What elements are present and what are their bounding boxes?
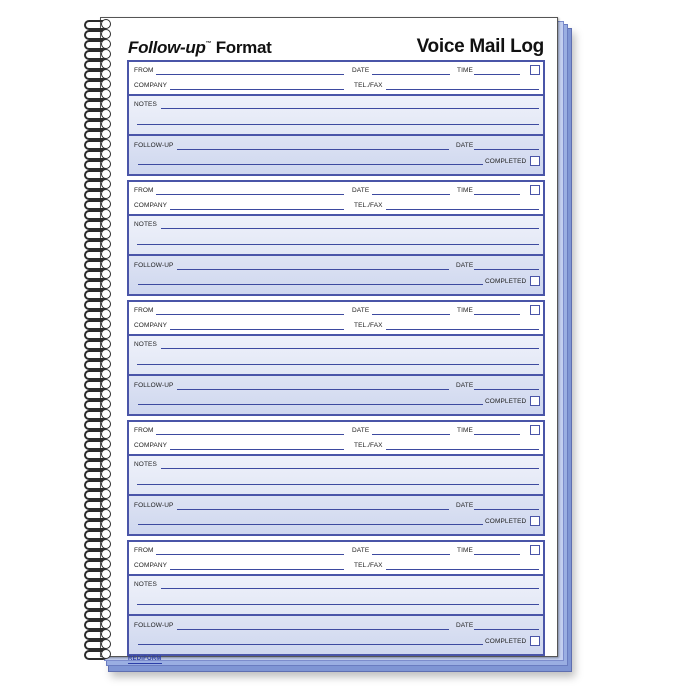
time-label: TIME <box>457 187 473 194</box>
spiral-coil <box>84 438 112 448</box>
title-format: Format <box>211 38 272 57</box>
company-label: COMPANY <box>134 202 168 209</box>
brand-logo: REDIFORM <box>128 656 162 662</box>
spiral-coil <box>84 638 112 648</box>
notes-field-line2[interactable] <box>137 364 539 365</box>
followup-field-line2[interactable] <box>138 284 483 285</box>
caller-info-section <box>129 302 543 336</box>
spiral-coil <box>84 368 112 378</box>
from-label: FROM <box>134 427 154 434</box>
date-label: DATE <box>352 547 370 554</box>
spiral-coil <box>84 598 112 608</box>
spiral-coil <box>84 648 112 658</box>
page-title-left <box>128 38 272 58</box>
notes-section <box>129 456 543 496</box>
date-label: DATE <box>352 307 370 314</box>
spiral-coil <box>84 628 112 638</box>
spiral-coil <box>84 578 112 588</box>
followup-label: FOLLOW-UP <box>134 622 174 629</box>
spiral-coil <box>84 128 112 138</box>
followup-label: FOLLOW-UP <box>134 262 174 269</box>
completed-checkbox[interactable] <box>530 396 540 406</box>
spiral-coil <box>84 38 112 48</box>
followup-field-line2[interactable] <box>138 524 483 525</box>
spiral-coil <box>84 478 112 488</box>
spiral-coil <box>84 338 112 348</box>
followup-date-field[interactable] <box>474 269 539 270</box>
completed-label: COMPLETED <box>485 398 527 405</box>
spiral-coil <box>84 428 112 438</box>
followup-date-label: DATE <box>456 142 474 149</box>
from-field[interactable] <box>156 194 344 195</box>
followup-section <box>129 496 543 534</box>
spiral-coil <box>84 118 112 128</box>
spiral-coil <box>84 288 112 298</box>
spiral-coil <box>84 548 112 558</box>
notes-label: NOTES <box>134 221 157 228</box>
completed-checkbox[interactable] <box>530 636 540 646</box>
notes-field-line1[interactable] <box>161 348 539 349</box>
notes-field-line2[interactable] <box>137 604 539 605</box>
completed-label: COMPLETED <box>485 638 527 645</box>
spiral-coil <box>84 488 112 498</box>
from-field[interactable] <box>156 554 344 555</box>
from-label: FROM <box>134 307 154 314</box>
caller-info-section <box>129 422 543 456</box>
telfax-field[interactable] <box>386 569 539 570</box>
spiral-coil <box>84 468 112 478</box>
from-label: FROM <box>134 67 154 74</box>
followup-date-field[interactable] <box>474 509 539 510</box>
date-field[interactable] <box>372 74 450 75</box>
spiral-coil <box>84 28 112 38</box>
spiral-coil <box>84 18 112 28</box>
telfax-label: TEL./FAX <box>354 442 383 449</box>
telfax-field[interactable] <box>386 209 539 210</box>
notes-section <box>129 336 543 376</box>
notes-field-line1[interactable] <box>161 468 539 469</box>
spiral-coil <box>84 498 112 508</box>
time-label: TIME <box>457 307 473 314</box>
spiral-coil <box>84 88 112 98</box>
spiral-coil <box>84 238 112 248</box>
time-field[interactable] <box>474 314 520 315</box>
date-label: DATE <box>352 67 370 74</box>
completed-label: COMPLETED <box>485 518 527 525</box>
date-label: DATE <box>352 427 370 434</box>
followup-field-line1[interactable] <box>177 389 449 390</box>
entry-checkbox[interactable] <box>530 185 540 195</box>
from-label: FROM <box>134 547 154 554</box>
from-label: FROM <box>134 187 154 194</box>
time-label: TIME <box>457 427 473 434</box>
spiral-coil <box>84 418 112 428</box>
spiral-coil <box>84 218 112 228</box>
followup-date-field[interactable] <box>474 629 539 630</box>
telfax-label: TEL./FAX <box>354 322 383 329</box>
time-field[interactable] <box>474 194 520 195</box>
spiral-coil <box>84 568 112 578</box>
notes-label: NOTES <box>134 461 157 468</box>
followup-field-line2[interactable] <box>138 644 483 645</box>
completed-label: COMPLETED <box>485 158 527 165</box>
followup-section <box>129 136 543 174</box>
title-followup: Follow-up <box>128 38 206 57</box>
notes-label: NOTES <box>134 581 157 588</box>
spiral-coil <box>84 198 112 208</box>
followup-section <box>129 376 543 414</box>
notes-field-line2[interactable] <box>137 244 539 245</box>
followup-date-label: DATE <box>456 622 474 629</box>
spiral-coil <box>84 298 112 308</box>
spiral-coil <box>84 378 112 388</box>
followup-date-field[interactable] <box>474 149 539 150</box>
company-field[interactable] <box>170 569 344 570</box>
caller-info-section <box>129 62 543 96</box>
completed-checkbox[interactable] <box>530 276 540 286</box>
spiral-coil <box>84 558 112 568</box>
telfax-label: TEL./FAX <box>354 82 383 89</box>
telfax-field[interactable] <box>386 449 539 450</box>
notes-section <box>129 576 543 616</box>
notes-field-line1[interactable] <box>161 108 539 109</box>
company-field[interactable] <box>170 89 344 90</box>
followup-field-line1[interactable] <box>177 509 449 510</box>
followup-field-line1[interactable] <box>177 269 449 270</box>
spiral-coil <box>84 328 112 338</box>
time-label: TIME <box>457 547 473 554</box>
spiral-coil <box>84 258 112 268</box>
spiral-coil <box>84 98 112 108</box>
followup-section <box>129 256 543 294</box>
entry-checkbox[interactable] <box>530 65 540 75</box>
spiral-coil <box>84 78 112 88</box>
spiral-coil <box>84 358 112 368</box>
notes-label: NOTES <box>134 341 157 348</box>
spiral-coil <box>84 408 112 418</box>
spiral-coil <box>84 158 112 168</box>
time-field[interactable] <box>474 554 520 555</box>
spiral-coil <box>84 308 112 318</box>
spiral-coil <box>84 48 112 58</box>
date-field[interactable] <box>372 194 450 195</box>
spiral-coil <box>84 618 112 628</box>
spiral-coil <box>84 168 112 178</box>
spiral-coil <box>84 608 112 618</box>
date-field[interactable] <box>372 314 450 315</box>
company-label: COMPANY <box>134 442 168 449</box>
followup-date-label: DATE <box>456 262 474 269</box>
notes-field-line1[interactable] <box>161 228 539 229</box>
notes-field-line1[interactable] <box>161 588 539 589</box>
followup-section <box>129 616 543 654</box>
company-field[interactable] <box>170 209 344 210</box>
from-field[interactable] <box>156 314 344 315</box>
company-label: COMPANY <box>134 562 168 569</box>
spiral-coil <box>84 278 112 288</box>
from-field[interactable] <box>156 74 344 75</box>
page-title-right: Voice Mail Log <box>416 36 544 57</box>
spiral-coil <box>84 448 112 458</box>
from-field[interactable] <box>156 434 344 435</box>
punch-hole <box>101 649 111 659</box>
notes-section <box>129 96 543 136</box>
date-label: DATE <box>352 187 370 194</box>
voice-mail-entry-1 <box>127 60 545 176</box>
spiral-coil <box>84 398 112 408</box>
time-label: TIME <box>457 67 473 74</box>
company-label: COMPANY <box>134 322 168 329</box>
spiral-coil <box>84 188 112 198</box>
followup-field-line2[interactable] <box>138 164 483 165</box>
time-field[interactable] <box>474 434 520 435</box>
spiral-coil <box>84 248 112 258</box>
telfax-label: TEL./FAX <box>354 202 383 209</box>
telfax-field[interactable] <box>386 89 539 90</box>
completed-checkbox[interactable] <box>530 516 540 526</box>
entry-checkbox[interactable] <box>530 545 540 555</box>
notes-label: NOTES <box>134 101 157 108</box>
company-field[interactable] <box>170 329 344 330</box>
time-field[interactable] <box>474 74 520 75</box>
spiral-coil <box>84 178 112 188</box>
spiral-coil <box>84 518 112 528</box>
spiral-coil <box>84 208 112 218</box>
spiral-coil <box>84 388 112 398</box>
followup-label: FOLLOW-UP <box>134 502 174 509</box>
spiral-binding <box>84 18 114 658</box>
telfax-label: TEL./FAX <box>354 562 383 569</box>
spiral-coil <box>84 528 112 538</box>
date-field[interactable] <box>372 554 450 555</box>
caller-info-section <box>129 542 543 576</box>
caller-info-section <box>129 182 543 216</box>
trademark-symbol: ™ <box>205 41 212 47</box>
company-label: COMPANY <box>134 82 168 89</box>
spiral-coil <box>84 228 112 238</box>
entry-checkbox[interactable] <box>530 305 540 315</box>
notes-field-line2[interactable] <box>137 484 539 485</box>
notes-section <box>129 216 543 256</box>
followup-field-line1[interactable] <box>177 149 449 150</box>
spiral-coil <box>84 508 112 518</box>
company-field[interactable] <box>170 449 344 450</box>
spiral-coil <box>84 318 112 328</box>
entry-checkbox[interactable] <box>530 425 540 435</box>
telfax-field[interactable] <box>386 329 539 330</box>
followup-date-label: DATE <box>456 382 474 389</box>
voice-mail-entry-4 <box>127 420 545 536</box>
followup-date-label: DATE <box>456 502 474 509</box>
voice-mail-entry-3 <box>127 300 545 416</box>
spiral-coil <box>84 68 112 78</box>
followup-label: FOLLOW-UP <box>134 382 174 389</box>
followup-field-line1[interactable] <box>177 629 449 630</box>
followup-label: FOLLOW-UP <box>134 142 174 149</box>
spiral-coil <box>84 58 112 68</box>
spiral-coil <box>84 588 112 598</box>
spiral-coil <box>84 108 112 118</box>
spiral-coil <box>84 538 112 548</box>
followup-date-field[interactable] <box>474 389 539 390</box>
date-field[interactable] <box>372 434 450 435</box>
voice-mail-entry-5 <box>127 540 545 656</box>
voice-mail-entry-2 <box>127 180 545 296</box>
spiral-coil <box>84 268 112 278</box>
notes-field-line2[interactable] <box>137 124 539 125</box>
completed-label: COMPLETED <box>485 278 527 285</box>
spiral-coil <box>84 348 112 358</box>
spiral-coil <box>84 138 112 148</box>
completed-checkbox[interactable] <box>530 156 540 166</box>
spiral-coil <box>84 458 112 468</box>
followup-field-line2[interactable] <box>138 404 483 405</box>
spiral-coil <box>84 148 112 158</box>
